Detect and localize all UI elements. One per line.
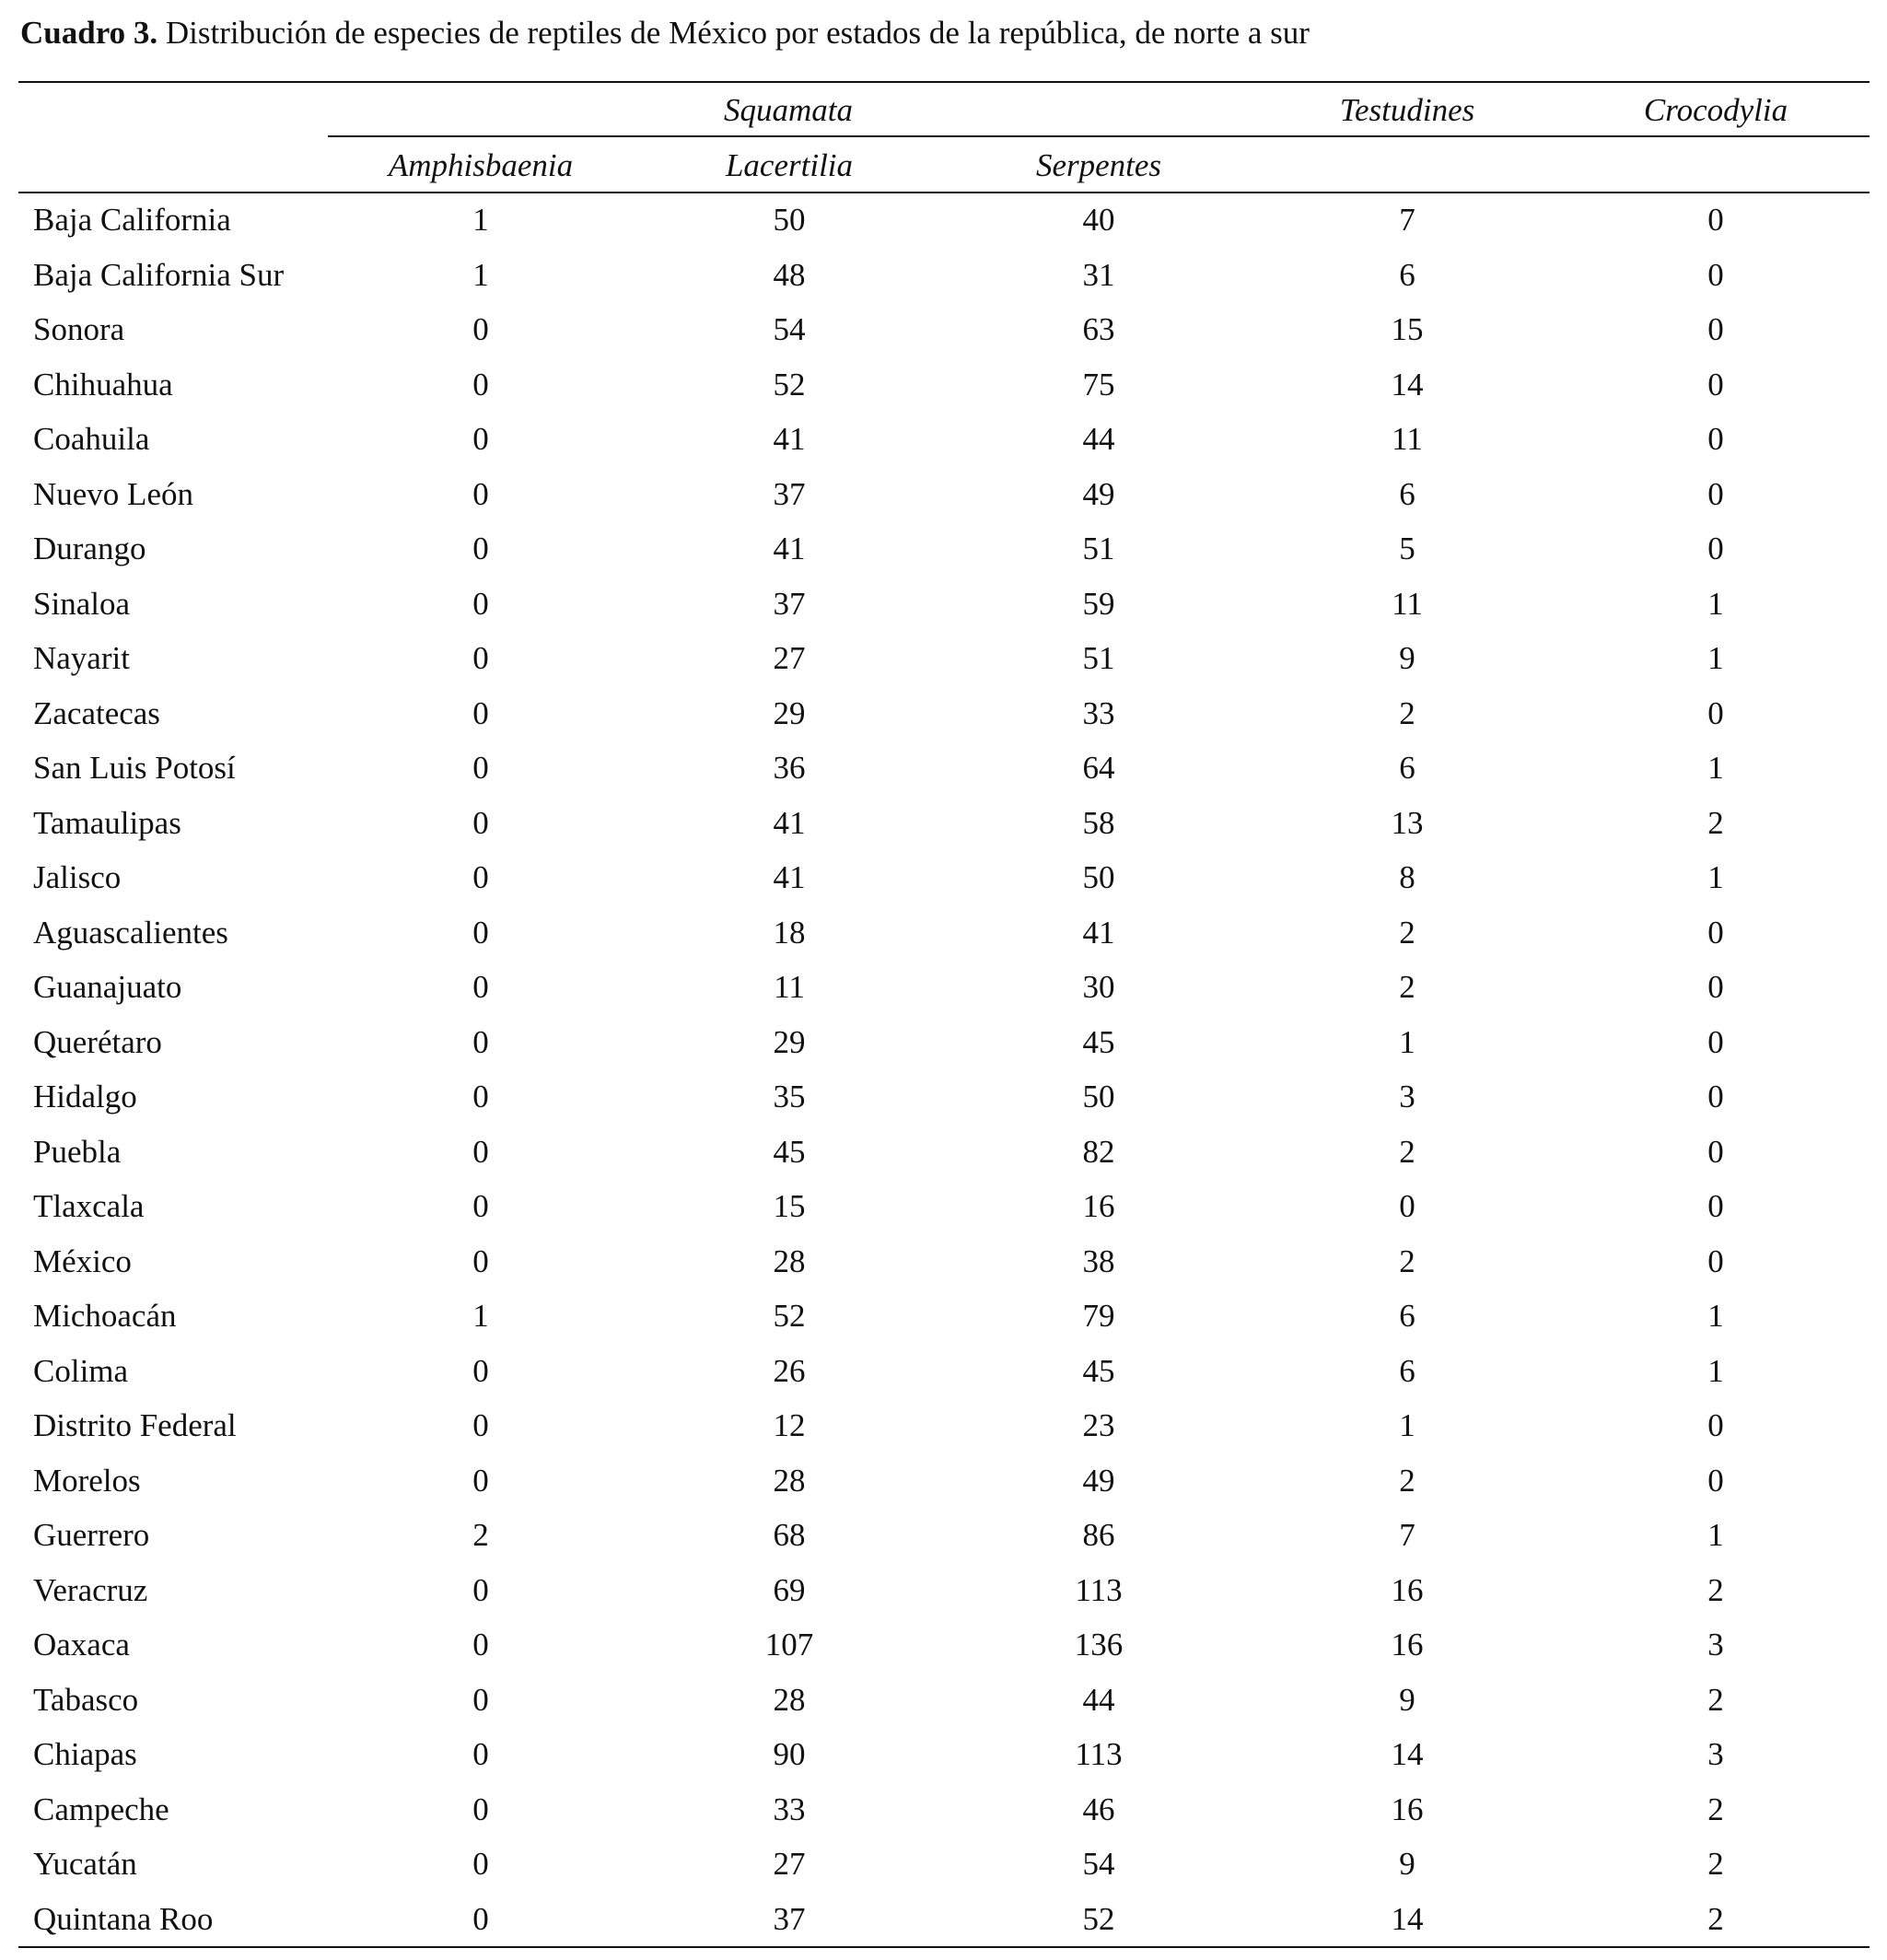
lacertilia-count: 35	[773, 1079, 806, 1114]
state-name: Zacatecas	[33, 694, 160, 731]
crocodylia-count: 1	[1707, 1517, 1724, 1553]
serpentes-count: 63	[1082, 311, 1115, 347]
serpentes-count: 44	[1082, 421, 1115, 457]
table-top-rule	[18, 81, 1870, 83]
amphisbaenia-count: 0	[472, 1242, 489, 1279]
lacertilia-count: 11	[774, 969, 805, 1005]
state-name: Nuevo León	[33, 475, 193, 512]
lacertilia-count: 48	[773, 256, 806, 293]
state-name: Chihuahua	[33, 366, 173, 402]
table-row	[0, 747, 1887, 802]
serpentes-count: 58	[1082, 804, 1115, 841]
lacertilia-count: 33	[773, 1791, 806, 1827]
lacertilia-count: 27	[773, 1846, 806, 1882]
table-row	[0, 1295, 1887, 1350]
table-caption	[20, 11, 1310, 55]
state-name: Querétaro	[33, 1023, 162, 1060]
testudines-count: 11	[1392, 421, 1423, 457]
testudines-count: 8	[1399, 859, 1415, 895]
serpentes-count: 40	[1082, 202, 1115, 238]
lacertilia-count: 27	[773, 640, 806, 676]
state-name: México	[33, 1242, 132, 1279]
testudines-count: 16	[1391, 1791, 1424, 1827]
lacertilia-count: 90	[773, 1736, 806, 1772]
state-name: Nayarit	[33, 640, 130, 676]
amphisbaenia-count: 0	[472, 1846, 489, 1882]
amphisbaenia-count: 0	[472, 804, 489, 841]
serpentes-count: 31	[1082, 256, 1115, 293]
testudines-count: 5	[1399, 531, 1415, 566]
lacertilia-count: 26	[773, 1352, 806, 1389]
table-row	[0, 1679, 1887, 1734]
header-amphisbaenia: Amphisbaenia	[388, 147, 574, 183]
amphisbaenia-count: 0	[472, 1407, 489, 1443]
table-row	[0, 1624, 1887, 1679]
table-row	[0, 966, 1887, 1021]
crocodylia-count: 0	[1707, 421, 1724, 457]
lacertilia-count: 41	[773, 859, 806, 895]
amphisbaenia-count: 0	[472, 1133, 489, 1170]
table-row	[0, 254, 1887, 309]
serpentes-count: 23	[1082, 1407, 1115, 1443]
testudines-count: 6	[1399, 475, 1415, 512]
state-name: Sinaloa	[33, 585, 130, 622]
amphisbaenia-count: 0	[472, 1681, 489, 1718]
amphisbaenia-count: 0	[472, 1023, 489, 1060]
state-name: Chiapas	[33, 1736, 137, 1772]
serpentes-count: 30	[1082, 969, 1115, 1005]
table-row	[0, 637, 1887, 693]
lacertilia-count: 54	[773, 311, 806, 347]
serpentes-count: 75	[1082, 366, 1115, 402]
amphisbaenia-count: 0	[472, 1571, 489, 1608]
crocodylia-count: 0	[1707, 1242, 1724, 1279]
amphisbaenia-count: 0	[472, 969, 489, 1005]
crocodylia-count: 1	[1707, 1352, 1724, 1389]
state-name: Tlaxcala	[33, 1188, 145, 1224]
lacertilia-count: 28	[773, 1681, 806, 1718]
table-row	[0, 1185, 1887, 1241]
crocodylia-count: 2	[1707, 1791, 1724, 1827]
amphisbaenia-count: 0	[472, 1791, 489, 1827]
state-name: Guanajuato	[33, 969, 182, 1005]
crocodylia-count: 0	[1707, 256, 1724, 293]
table-body	[0, 199, 1887, 1953]
crocodylia-count: 1	[1707, 1298, 1724, 1334]
lacertilia-count: 28	[773, 1242, 806, 1279]
serpentes-count: 113	[1075, 1571, 1123, 1608]
amphisbaenia-count: 2	[472, 1517, 489, 1553]
amphisbaenia-count: 0	[472, 750, 489, 786]
state-name: Oaxaca	[33, 1627, 130, 1662]
testudines-count: 14	[1391, 366, 1424, 402]
serpentes-count: 52	[1082, 1900, 1115, 1937]
crocodylia-count: 0	[1707, 1023, 1724, 1060]
table-row	[0, 1514, 1887, 1569]
lacertilia-count: 15	[773, 1188, 806, 1224]
amphisbaenia-count: 0	[472, 366, 489, 402]
serpentes-count: 54	[1082, 1846, 1115, 1882]
state-name: Colima	[33, 1352, 129, 1389]
crocodylia-count: 2	[1707, 1900, 1724, 1937]
crocodylia-count: 1	[1707, 585, 1724, 622]
amphisbaenia-count: 0	[472, 859, 489, 895]
crocodylia-count: 0	[1707, 969, 1724, 1005]
header-testudines: Testudines	[1339, 92, 1475, 128]
serpentes-count: 113	[1075, 1736, 1123, 1772]
crocodylia-count: 0	[1707, 1133, 1724, 1170]
testudines-count: 16	[1391, 1571, 1424, 1608]
state-name: San Luis Potosí	[33, 750, 236, 786]
table-row	[0, 693, 1887, 748]
lacertilia-count: 37	[773, 1900, 806, 1937]
lacertilia-count: 68	[773, 1517, 806, 1553]
testudines-count: 9	[1399, 640, 1415, 676]
state-name: Veracruz	[33, 1571, 148, 1608]
table-row	[0, 1021, 1887, 1077]
serpentes-count: 41	[1082, 914, 1115, 951]
table-row	[0, 1350, 1887, 1406]
header-bottom-rule	[18, 192, 1870, 193]
crocodylia-count: 1	[1707, 750, 1724, 786]
state-name: Michoacán	[33, 1298, 177, 1334]
table-row	[0, 1898, 1887, 1954]
state-name: Morelos	[33, 1462, 141, 1499]
table-row	[0, 583, 1887, 638]
table-row	[0, 1241, 1887, 1296]
serpentes-count: 50	[1082, 859, 1115, 895]
crocodylia-count: 1	[1707, 640, 1724, 676]
crocodylia-count: 2	[1707, 804, 1724, 841]
amphisbaenia-count: 1	[472, 256, 489, 293]
state-name: Sonora	[33, 311, 125, 347]
testudines-count: 0	[1399, 1188, 1415, 1224]
amphisbaenia-count: 0	[472, 1900, 489, 1937]
testudines-count: 9	[1399, 1846, 1415, 1882]
state-name: Tabasco	[33, 1681, 139, 1718]
testudines-count: 15	[1391, 311, 1424, 347]
table-row	[0, 1843, 1887, 1898]
lacertilia-count: 12	[773, 1407, 806, 1443]
state-name: Campeche	[33, 1791, 169, 1827]
table-row	[0, 1569, 1887, 1625]
amphisbaenia-count: 0	[472, 1352, 489, 1389]
serpentes-count: 50	[1082, 1079, 1115, 1114]
header-serpentes: Serpentes	[1035, 147, 1162, 183]
serpentes-count: 64	[1082, 750, 1115, 786]
header-crocodylia: Crocodylia	[1643, 92, 1788, 128]
table-row	[0, 802, 1887, 858]
crocodylia-count: 2	[1707, 1846, 1724, 1882]
amphisbaenia-count: 0	[472, 1462, 489, 1499]
lacertilia-count: 52	[773, 1298, 806, 1334]
amphisbaenia-count: 0	[472, 1188, 489, 1224]
serpentes-count: 33	[1082, 694, 1115, 731]
crocodylia-count: 0	[1707, 311, 1724, 347]
state-name: Distrito Federal	[33, 1407, 237, 1443]
table-row	[0, 199, 1887, 254]
state-name: Quintana Roo	[33, 1900, 214, 1937]
crocodylia-count: 0	[1707, 914, 1724, 951]
testudines-count: 1	[1399, 1023, 1415, 1060]
group-header-rule	[328, 135, 1870, 137]
table-row	[0, 912, 1887, 967]
testudines-count: 6	[1399, 1298, 1415, 1334]
state-name: Tamaulipas	[33, 804, 181, 841]
testudines-count: 7	[1399, 202, 1415, 238]
table-row	[0, 1789, 1887, 1844]
amphisbaenia-count: 0	[472, 531, 489, 566]
lacertilia-count: 41	[773, 531, 806, 566]
lacertilia-count: 37	[773, 585, 806, 622]
lacertilia-count: 28	[773, 1462, 806, 1499]
amphisbaenia-count: 0	[472, 914, 489, 951]
state-name: Coahuila	[33, 421, 150, 457]
state-name: Jalisco	[33, 859, 122, 895]
amphisbaenia-count: 0	[472, 475, 489, 512]
state-name: Aguascalientes	[33, 914, 228, 951]
testudines-count: 2	[1399, 694, 1415, 731]
lacertilia-count: 29	[773, 694, 806, 731]
serpentes-count: 59	[1082, 585, 1115, 622]
crocodylia-count: 0	[1707, 1079, 1724, 1114]
testudines-count: 1	[1399, 1407, 1415, 1443]
caption-label: Cuadro 3.	[20, 15, 158, 51]
table-row	[0, 1460, 1887, 1515]
amphisbaenia-count: 0	[472, 694, 489, 731]
table-row	[0, 364, 1887, 419]
testudines-count: 16	[1391, 1627, 1424, 1662]
lacertilia-count: 41	[773, 421, 806, 457]
lacertilia-count: 45	[773, 1133, 806, 1170]
serpentes-count: 38	[1082, 1242, 1115, 1279]
table-row	[0, 1131, 1887, 1186]
state-name: Puebla	[33, 1133, 122, 1170]
lacertilia-count: 29	[773, 1023, 806, 1060]
table-row	[0, 1405, 1887, 1460]
amphisbaenia-count: 0	[472, 585, 489, 622]
amphisbaenia-count: 0	[472, 421, 489, 457]
amphisbaenia-count: 0	[472, 1079, 489, 1114]
table-row	[0, 1733, 1887, 1789]
state-name: Yucatán	[33, 1846, 137, 1882]
amphisbaenia-count: 0	[472, 311, 489, 347]
testudines-count: 11	[1392, 585, 1423, 622]
testudines-count: 6	[1399, 256, 1415, 293]
amphisbaenia-count: 1	[472, 202, 489, 238]
lacertilia-count: 18	[773, 914, 806, 951]
state-name: Guerrero	[33, 1517, 150, 1553]
table-row	[0, 857, 1887, 912]
amphisbaenia-count: 0	[472, 640, 489, 676]
lacertilia-count: 36	[773, 750, 806, 786]
testudines-count: 6	[1399, 1352, 1415, 1389]
crocodylia-count: 0	[1707, 531, 1724, 566]
testudines-count: 2	[1399, 914, 1415, 951]
crocodylia-count: 3	[1707, 1736, 1724, 1772]
table-row	[0, 418, 1887, 473]
serpentes-count: 45	[1082, 1023, 1115, 1060]
table-row	[0, 473, 1887, 529]
table-row	[0, 309, 1887, 364]
serpentes-count: 51	[1082, 640, 1115, 676]
testudines-count: 2	[1399, 969, 1415, 1005]
testudines-count: 2	[1399, 1133, 1415, 1170]
testudines-count: 14	[1391, 1900, 1424, 1937]
state-name: Baja California	[33, 202, 231, 238]
lacertilia-count: 50	[773, 202, 806, 238]
crocodylia-count: 2	[1707, 1681, 1724, 1718]
testudines-count: 2	[1399, 1242, 1415, 1279]
crocodylia-count: 1	[1707, 859, 1724, 895]
amphisbaenia-count: 0	[472, 1736, 489, 1772]
testudines-count: 9	[1399, 1681, 1415, 1718]
crocodylia-count: 0	[1707, 1462, 1724, 1499]
testudines-count: 3	[1399, 1079, 1415, 1114]
crocodylia-count: 0	[1707, 694, 1724, 731]
lacertilia-count: 52	[773, 366, 806, 402]
serpentes-count: 136	[1074, 1627, 1124, 1662]
serpentes-count: 44	[1082, 1681, 1115, 1718]
crocodylia-count: 0	[1707, 1188, 1724, 1224]
serpentes-count: 51	[1082, 531, 1115, 566]
serpentes-count: 82	[1082, 1133, 1115, 1170]
lacertilia-count: 41	[773, 804, 806, 841]
crocodylia-count: 0	[1707, 1407, 1724, 1443]
crocodylia-count: 0	[1707, 475, 1724, 512]
serpentes-count: 79	[1082, 1298, 1115, 1334]
testudines-count: 13	[1391, 804, 1424, 841]
amphisbaenia-count: 0	[472, 1627, 489, 1662]
caption-text: Distribución de especies de reptiles de México por estados de la república, de norte a sur	[157, 15, 1310, 51]
testudines-count: 14	[1391, 1736, 1424, 1772]
crocodylia-count: 0	[1707, 202, 1724, 238]
lacertilia-count: 37	[773, 475, 806, 512]
table-row	[0, 528, 1887, 583]
header-lacertilia: Lacertilia	[725, 147, 854, 183]
header-squamata: Squamata	[724, 92, 853, 128]
serpentes-count: 46	[1082, 1791, 1115, 1827]
crocodylia-count: 2	[1707, 1571, 1724, 1608]
testudines-count: 6	[1399, 750, 1415, 786]
testudines-count: 2	[1399, 1462, 1415, 1499]
state-name: Hidalgo	[33, 1079, 137, 1114]
serpentes-count: 86	[1082, 1517, 1115, 1553]
lacertilia-count: 69	[773, 1571, 806, 1608]
table-row	[0, 1076, 1887, 1131]
state-name: Durango	[33, 531, 146, 566]
serpentes-count: 45	[1082, 1352, 1115, 1389]
state-name: Baja California Sur	[33, 256, 285, 293]
testudines-count: 7	[1399, 1517, 1415, 1553]
serpentes-count: 49	[1082, 1462, 1115, 1499]
amphisbaenia-count: 1	[472, 1298, 489, 1334]
crocodylia-count: 3	[1707, 1627, 1724, 1662]
serpentes-count: 49	[1082, 475, 1115, 512]
table-bottom-rule	[18, 1946, 1870, 1948]
serpentes-count: 16	[1082, 1188, 1115, 1224]
crocodylia-count: 0	[1707, 366, 1724, 402]
lacertilia-count: 107	[764, 1627, 814, 1662]
